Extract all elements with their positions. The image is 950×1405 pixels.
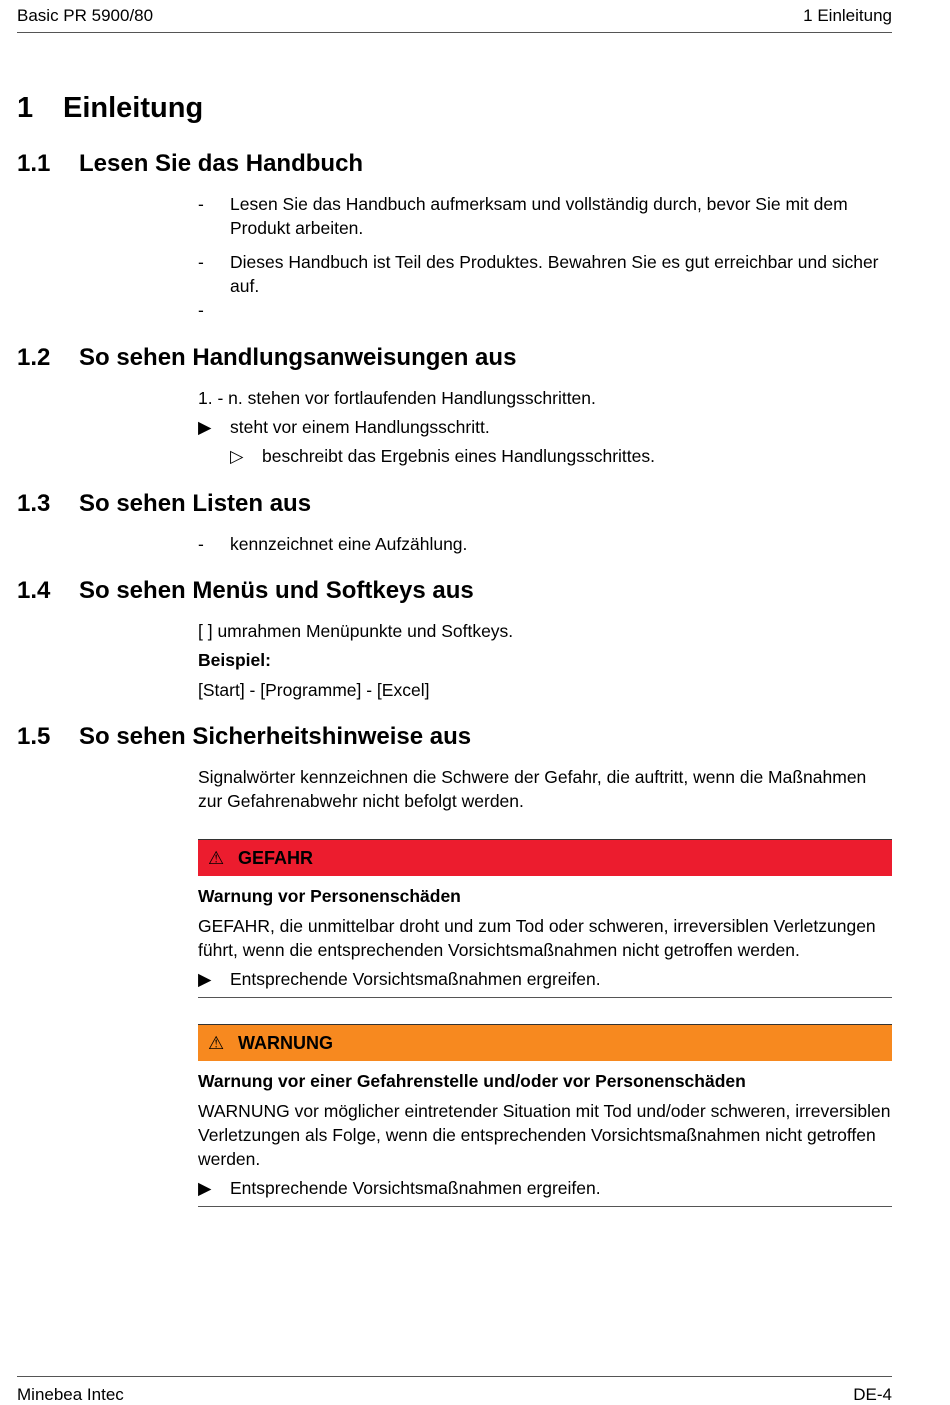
section-title: So sehen Listen aus [79, 490, 312, 517]
play-arrow-icon: ▶ [198, 1178, 212, 1198]
dash-marker: - [198, 252, 204, 272]
result-step-text: beschreibt das Ergebnis eines Handlungsschrittes. [262, 446, 655, 466]
section-number: 1.4 [17, 577, 51, 604]
section-title: So sehen Menüs und Softkeys aus [79, 577, 474, 604]
signal-word: GEFAHR [238, 848, 314, 868]
section-heading-1-3 [17, 490, 311, 518]
page-number: DE-4 [853, 1385, 892, 1404]
list-item [198, 532, 892, 556]
chapter-title: Einleitung [63, 92, 204, 124]
play-arrow-icon: ▶ [198, 969, 212, 989]
section-heading-1-1 [17, 150, 363, 178]
warning-signal-bar [198, 1024, 892, 1061]
list-item-text: kennzeichnet eine Aufzählung. [230, 534, 468, 554]
section-title: Lesen Sie das Handbuch [79, 150, 364, 177]
result-step [230, 444, 892, 468]
danger-signal-bar [198, 839, 892, 876]
warning-triangle-icon: ⚠ [208, 1033, 225, 1053]
divider [198, 997, 892, 998]
danger-action [198, 967, 892, 991]
page-header [17, 6, 892, 33]
page-footer [17, 1376, 892, 1405]
signal-words-intro: Signalwörter kennzeichnen die Schwere der Gefahr, die auftritt, wenn die Maßnahmen zur Gefahrenabwehr nicht befolgt werden. [198, 767, 867, 811]
section-heading-1-2 [17, 344, 516, 372]
section-heading-1-5 [17, 723, 471, 751]
menu-notation-text: [ ] umrahmen Menüpunkte und Softkeys. [198, 621, 514, 641]
list-item-text: Lesen Sie das Handbuch aufmerksam und vollständig durch, bevor Sie mit dem Produkt arbeiten. [230, 194, 848, 238]
warning-action [198, 1176, 892, 1200]
dash-marker: - [198, 300, 204, 320]
list-item [198, 250, 892, 298]
warning-triangle-icon: ⚠ [208, 848, 225, 868]
list-item [198, 192, 892, 240]
warning-body: WARNUNG vor möglicher eintretender Situation mit Tod und/oder schweren, irreversiblen Verletzungen als Folge, wenn die entsprechenden Vorsichtsmaßnahmen nicht getroffen werden. [198, 1101, 891, 1169]
danger-body: GEFAHR, die unmittelbar droht und zum Tod oder schweren, irreversiblen Verletzungen führt, wenn die entsprechenden Vorsichtsmaßnahmen nicht getroffen werden. [198, 916, 876, 960]
chapter-number: 1 [17, 92, 34, 124]
numbered-steps-note: 1. - n. stehen vor fortlaufenden Handlungsschritten. [198, 388, 596, 408]
section-number: 1.1 [17, 150, 51, 177]
example-label: Beispiel: [198, 650, 271, 670]
header-chapter: 1 Einleitung [803, 6, 892, 25]
section-heading-1-4 [17, 577, 474, 605]
action-step [198, 415, 892, 439]
header-doc-title: Basic PR 5900/80 [17, 6, 154, 25]
dash-marker: - [198, 194, 204, 214]
action-step-text: steht vor einem Handlungsschritt. [230, 417, 490, 437]
section-number: 1.2 [17, 344, 51, 371]
action-step-text: Entsprechende Vorsichtsmaßnahmen ergreifen. [230, 969, 601, 989]
dash-marker: - [198, 534, 204, 554]
signal-word: WARNUNG [238, 1033, 333, 1053]
divider [198, 1206, 892, 1207]
play-arrow-icon: ▶ [198, 417, 212, 437]
footer-company: Minebea Intec [17, 1385, 124, 1404]
action-step-text: Entsprechende Vorsichtsmaßnahmen ergreifen. [230, 1178, 601, 1198]
example-text: [Start] - [Programme] - [Excel] [198, 680, 430, 700]
warning-heading: Warnung vor einer Gefahrenstelle und/oder vor Personenschäden [198, 1071, 746, 1091]
chapter-heading [17, 92, 203, 125]
list-item-text: Dieses Handbuch ist Teil des Produktes. Bewahren Sie es gut erreichbar und sicher auf. [230, 252, 879, 296]
outline-arrow-icon: ▷ [230, 446, 244, 466]
section-title: So sehen Handlungsanweisungen aus [79, 344, 517, 371]
danger-heading: Warnung vor Personenschäden [198, 886, 461, 906]
section-number: 1.5 [17, 723, 51, 750]
section-number: 1.3 [17, 490, 51, 517]
section-title: So sehen Sicherheitshinweise aus [79, 723, 472, 750]
